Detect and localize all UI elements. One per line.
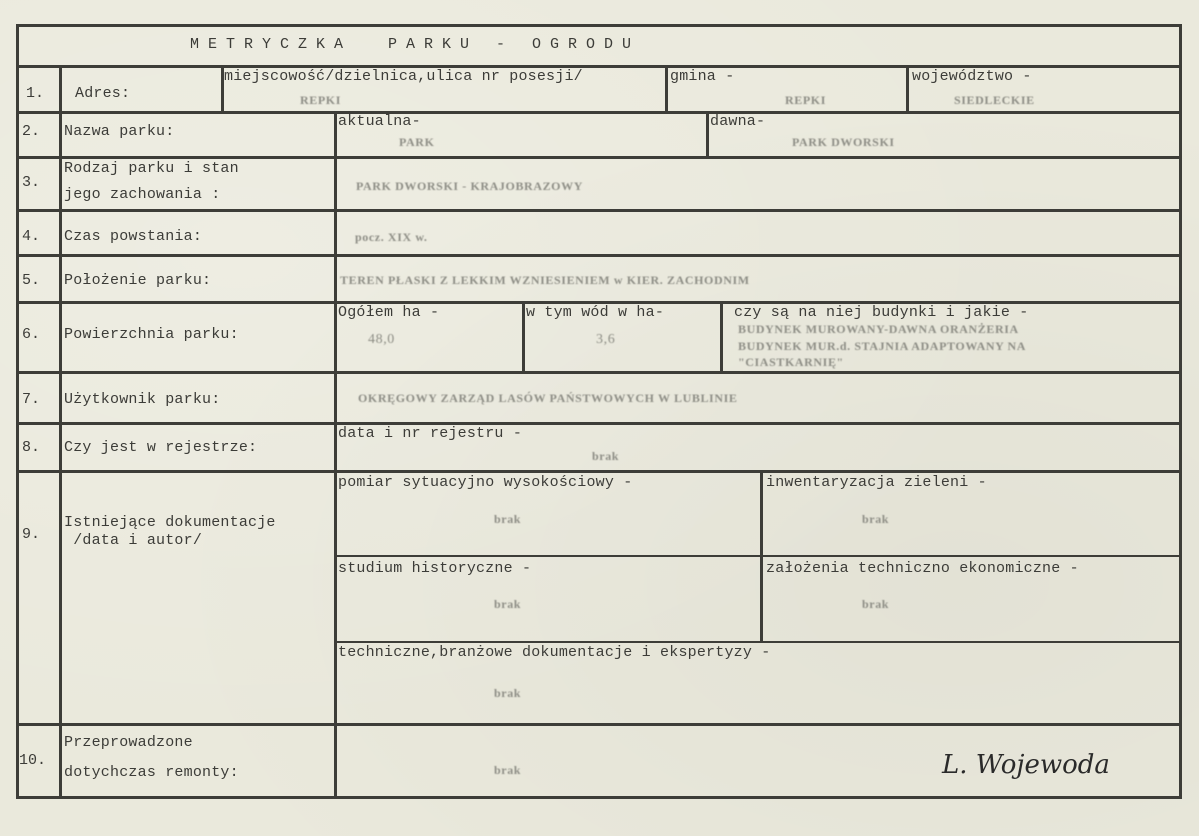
field-value: brak <box>592 449 620 463</box>
field-caption: gmina - <box>670 68 735 85</box>
field-caption: pomiar sytuacyjno wysokościowy - <box>338 474 633 491</box>
table-border-bottom <box>17 796 1182 799</box>
field-value: PARK DWORSKI - KRAJOBRAZOWY <box>356 179 583 193</box>
row-number: 5. <box>22 272 41 289</box>
field-value: PARK <box>399 135 435 149</box>
field-value: brak <box>862 597 890 611</box>
row-label-line2: /data i autor/ <box>64 532 203 549</box>
table-border-top <box>17 24 1182 27</box>
signature: L. Wojewoda <box>942 750 1110 780</box>
field-caption: data i nr rejestru - <box>338 425 523 442</box>
form-title: METRYCZKA PARKU - OGRODU <box>190 36 641 53</box>
row-number: 8. <box>22 439 41 456</box>
field-caption: techniczne,branżowe dokumentacje i ekspertyzy - <box>338 644 771 661</box>
row-separator <box>17 111 1182 114</box>
field-value: brak <box>494 763 522 777</box>
row-label-line1: Przeprowadzone <box>64 734 193 751</box>
field-value: OKRĘGOWY ZARZĄD LASÓW PAŃSTWOWYCH W LUBLINIE <box>358 391 738 405</box>
row-label: Adres: <box>75 85 131 102</box>
field-value-line: "CIASTKARNIĘ" <box>738 355 844 369</box>
field-value: 48,0 <box>368 332 395 347</box>
field-value: brak <box>494 686 522 700</box>
field-value: brak <box>494 512 522 526</box>
field-value-line: BUDYNEK MUROWANY-DAWNA ORANŻERIA <box>738 322 1019 336</box>
field-value: 3,6 <box>596 332 616 347</box>
row-separator <box>17 156 1182 159</box>
row-label-line1: Rodzaj parku i stan <box>64 160 239 177</box>
row-label: Czy jest w rejestrze: <box>64 439 258 456</box>
row-separator <box>17 422 1182 425</box>
row-label-line1: Istniejące dokumentacje <box>64 514 276 531</box>
field-value: brak <box>862 512 890 526</box>
row-separator <box>17 209 1182 212</box>
field-value: PARK DWORSKI <box>792 135 895 149</box>
field-caption: studium historyczne - <box>338 560 532 577</box>
row-label: Nazwa parku: <box>64 123 175 140</box>
table-border-right <box>1179 24 1182 799</box>
field-caption: województwo - <box>912 68 1032 85</box>
row-number: 10. <box>19 752 47 769</box>
field-value-line: BUDYNEK MUR.d. STAJNIA ADAPTOWANY NA <box>738 339 1027 353</box>
row-number: 4. <box>22 228 41 245</box>
row-label: Powierzchnia parku: <box>64 326 239 343</box>
row1-divider <box>665 66 668 112</box>
row6-divider <box>522 302 525 372</box>
row-label: Użytkownik parku: <box>64 391 221 408</box>
field-value: SIEDLECKIE <box>954 93 1035 107</box>
table-border-left <box>16 24 19 799</box>
row-separator <box>17 254 1182 257</box>
field-caption: Ogółem ha - <box>338 304 440 321</box>
label-col-divider <box>334 112 337 798</box>
row-separator <box>17 371 1182 374</box>
row9-divider <box>760 471 763 642</box>
row-number: 2. <box>22 123 41 140</box>
field-caption: miejscowość/dzielnica,ulica nr posesji/ <box>224 68 583 85</box>
num-col-divider <box>59 66 62 798</box>
row9-separator <box>336 555 1181 557</box>
row-separator <box>17 723 1182 726</box>
row-number: 6. <box>22 326 41 343</box>
row-number: 3. <box>22 174 41 191</box>
field-value: brak <box>494 597 522 611</box>
field-value: TEREN PŁASKI Z LEKKIM WZNIESIENIEM w KIER. ZACHODNIM <box>340 273 750 287</box>
field-caption: dawna- <box>710 113 766 130</box>
field-value: REPKI <box>300 93 342 107</box>
field-value: pocz. XIX w. <box>355 230 428 244</box>
row-separator <box>17 470 1182 473</box>
field-caption: założenia techniczno ekonomiczne - <box>766 560 1079 577</box>
row2-divider <box>706 112 709 157</box>
field-caption: w tym wód w ha- <box>526 304 665 321</box>
row6-divider <box>720 302 723 372</box>
row-label: Czas powstania: <box>64 228 203 245</box>
row-label: Położenie parku: <box>64 272 212 289</box>
row1-divider <box>906 66 909 112</box>
row-label-line2: jego zachowania : <box>64 186 221 203</box>
row-number: 1. <box>26 85 45 102</box>
row-label-line2: dotychczas remonty: <box>64 764 239 781</box>
field-caption: aktualna- <box>338 113 421 130</box>
field-caption: czy są na niej budynki i jakie - <box>734 304 1029 321</box>
row-number: 7. <box>22 391 41 408</box>
field-caption: inwentaryzacja zieleni - <box>766 474 987 491</box>
field-value: REPKI <box>785 93 827 107</box>
row9-separator <box>336 641 1181 643</box>
row-number: 9. <box>22 526 41 543</box>
